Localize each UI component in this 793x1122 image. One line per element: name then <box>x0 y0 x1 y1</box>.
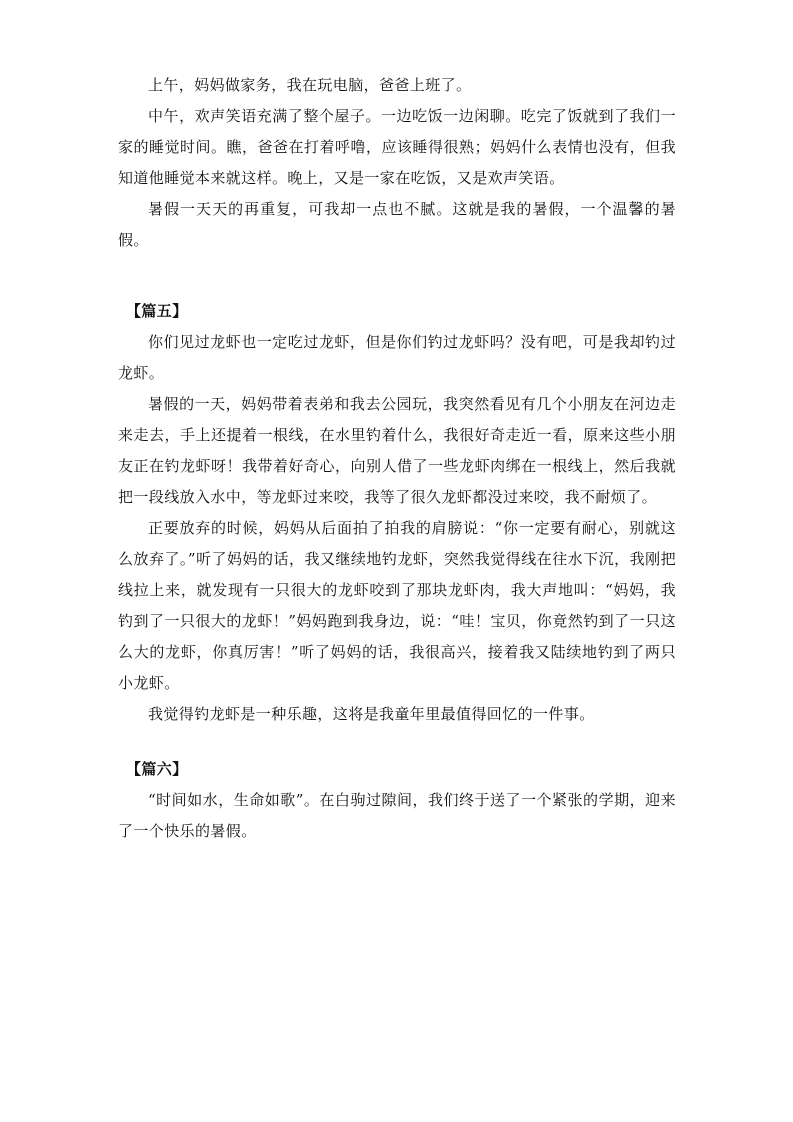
paragraph: “时间如水，生命如歌”。在白驹过隙间，我们终于送了一个紧张的学期，迎来了一个快乐的暑假。 <box>118 791 676 840</box>
paragraph: 正要放弃的时候，妈妈从后面拍了拍我的肩膀说：“你一定要有耐心，别就这么放弃了。”听了妈妈的话，我又继续地钓龙虾，突然我觉得线在往水下沉，我刚把线拉上来，就发现有一只很大的龙虾咬到了那块龙虾肉，我大声地叫：“妈妈，我钓到了一只很大的龙虾！”妈妈跑到我身边，说：“哇！宝贝，你竟然钓到了一只这么大的龙虾，你真厉害！”听了妈妈的话，我很高兴，接着我又陆续地钓到了两只小龙虾。 <box>118 519 676 692</box>
paragraph: 上午，妈妈做家务，我在玩电脑，爸爸上班了。 <box>148 76 472 94</box>
section-spacer <box>118 730 676 754</box>
section-heading: 【篇六】 <box>126 760 188 778</box>
paragraph: 暑假的一天，妈妈带着表弟和我去公园玩，我突然看见有几个小朋友在河边走来走去，手上还提着一根线，在水里钓着什么，我很好奇走近一看，原来这些小朋友正在钓龙虾呀！我带着好奇心，向别人借了一些龙虾肉绑在一根线上，然后我就把一段线放入水中，等龙虾过来咬，我等了很久龙虾都没过来咬，我不耐烦了。 <box>118 395 676 506</box>
document-page <box>118 70 676 847</box>
section-heading: 【篇五】 <box>126 302 188 320</box>
section-spacer <box>118 256 676 296</box>
paragraph: 暑假一天天的再重复，可我却一点也不腻。这就是我的暑假，一个温馨的暑假。 <box>118 200 676 249</box>
paragraph: 我觉得钓龙虾是一种乐趣，这将是我童年里最值得回忆的一件事。 <box>148 705 595 723</box>
paragraph: 你们见过龙虾也一定吃过龙虾，但是你们钓过龙虾吗？没有吧，可是我却钓过龙虾。 <box>118 333 676 382</box>
paragraph: 中午，欢声笑语充满了整个屋子。一边吃饭一边闲聊。吃完了饭就到了我们一家的睡觉时间。瞧，爸爸在打着呼噜，应该睡得很熟；妈妈什么表情也没有，但我知道他睡觉本来就这样。晚上，又是一家在吃饭，又是欢声笑语。 <box>118 107 676 187</box>
